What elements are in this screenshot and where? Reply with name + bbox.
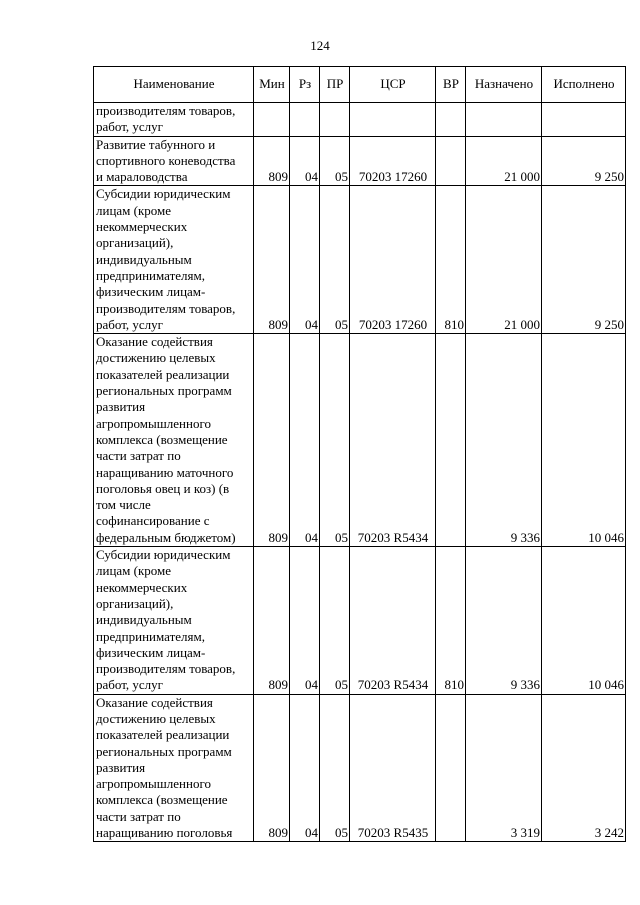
name-line: лицам (кроме xyxy=(96,202,172,218)
name-line: организаций), xyxy=(96,235,174,251)
table-body xyxy=(94,103,626,842)
header-csr: ЦСР xyxy=(350,67,436,103)
cell-vr xyxy=(436,103,466,137)
cell-name xyxy=(94,186,254,334)
name-line: предпринимателям, xyxy=(96,267,205,283)
table-row xyxy=(94,334,626,547)
name-line: и мараловодства xyxy=(96,169,188,185)
name-line: Субсидии юридическим xyxy=(96,186,231,202)
table-row xyxy=(94,547,626,695)
cell-csr: 70203 R5434 xyxy=(350,547,436,695)
cell-rz xyxy=(290,103,320,137)
cell-csr: 70203 R5435 xyxy=(350,694,436,842)
cell-executed: 10 046 xyxy=(542,547,626,695)
cell-rz: 04 xyxy=(290,186,320,334)
header-min: Мин xyxy=(254,67,290,103)
name-line: агропромышленного xyxy=(96,776,211,792)
budget-table xyxy=(93,66,626,842)
cell-vr: 810 xyxy=(436,186,466,334)
cell-name xyxy=(94,334,254,547)
table-row xyxy=(94,694,626,842)
name-line: работ, услуг xyxy=(96,316,164,332)
cell-assigned xyxy=(466,103,542,137)
cell-pr xyxy=(320,103,350,137)
table-header-row xyxy=(94,67,626,103)
cell-assigned: 9 336 xyxy=(466,547,542,695)
cell-vr: 810 xyxy=(436,547,466,695)
name-line: некоммерческих xyxy=(96,219,188,235)
cell-min: 809 xyxy=(254,186,290,334)
table-row xyxy=(94,136,626,186)
cell-csr: 70203 17260 xyxy=(350,136,436,186)
cell-csr: 70203 17260 xyxy=(350,186,436,334)
name-line: софинансирование с xyxy=(96,513,210,529)
name-line: достижению целевых xyxy=(96,710,216,726)
name-line: Субсидии юридическим xyxy=(96,547,231,563)
cell-name xyxy=(94,547,254,695)
cell-assigned: 21 000 xyxy=(466,186,542,334)
table-row xyxy=(94,186,626,334)
header-assigned: Назначено xyxy=(466,67,542,103)
header-executed: Исполнено xyxy=(542,67,626,103)
name-line: комплекса (возмещение xyxy=(96,792,228,808)
cell-vr xyxy=(436,694,466,842)
name-line: части затрат по xyxy=(96,448,181,464)
name-line: развития xyxy=(96,759,146,775)
name-line: некоммерческих xyxy=(96,579,188,595)
cell-pr: 05 xyxy=(320,334,350,547)
cell-min xyxy=(254,103,290,137)
name-line: федеральным бюджетом) xyxy=(96,529,236,545)
name-line: лицам (кроме xyxy=(96,563,172,579)
name-line: работ, услуг xyxy=(96,119,164,135)
cell-pr: 05 xyxy=(320,547,350,695)
name-line: физическим лицам- xyxy=(96,644,206,660)
header-name: Наименование xyxy=(94,67,254,103)
cell-pr: 05 xyxy=(320,694,350,842)
cell-assigned: 9 336 xyxy=(466,334,542,547)
name-line: производителям товаров, xyxy=(96,103,236,118)
cell-pr: 05 xyxy=(320,136,350,186)
cell-assigned: 3 319 xyxy=(466,694,542,842)
name-line: поголовья овец и коз) (в xyxy=(96,480,230,496)
name-line: индивидуальным xyxy=(96,612,192,628)
name-line: индивидуальным xyxy=(96,251,192,267)
cell-assigned: 21 000 xyxy=(466,136,542,186)
cell-name xyxy=(94,103,254,137)
name-line: развития xyxy=(96,399,146,415)
name-line: части затрат по xyxy=(96,808,181,824)
table-row xyxy=(94,103,626,137)
cell-pr: 05 xyxy=(320,186,350,334)
cell-executed: 3 242 xyxy=(542,694,626,842)
name-line: наращиванию маточного xyxy=(96,464,234,480)
cell-min: 809 xyxy=(254,136,290,186)
name-line: показателей реализации xyxy=(96,366,230,382)
cell-csr: 70203 R5434 xyxy=(350,334,436,547)
cell-rz: 04 xyxy=(290,547,320,695)
name-line: организаций), xyxy=(96,595,174,611)
cell-executed: 10 046 xyxy=(542,334,626,547)
cell-vr xyxy=(436,334,466,547)
name-line: наращиванию поголовья xyxy=(96,825,233,841)
name-line: Развитие табунного и xyxy=(96,136,216,152)
name-line: спортивного коневодства xyxy=(96,152,236,168)
name-line: работ, услуг xyxy=(96,677,164,693)
cell-rz: 04 xyxy=(290,694,320,842)
cell-executed: 9 250 xyxy=(542,186,626,334)
name-line: агропромышленного xyxy=(96,415,211,431)
name-line: региональных программ xyxy=(96,383,232,399)
name-line: физическим лицам- xyxy=(96,284,206,300)
header-vr: ВР xyxy=(436,67,466,103)
cell-csr xyxy=(350,103,436,137)
cell-rz: 04 xyxy=(290,334,320,547)
cell-min: 809 xyxy=(254,694,290,842)
header-pr: ПР xyxy=(320,67,350,103)
name-line: производителям товаров, xyxy=(96,661,236,677)
cell-min: 809 xyxy=(254,547,290,695)
name-line: показателей реализации xyxy=(96,727,230,743)
name-line: Оказание содействия xyxy=(96,334,213,350)
name-line: комплекса (возмещение xyxy=(96,431,228,447)
header-rz: Рз xyxy=(290,67,320,103)
name-line: том числе xyxy=(96,497,151,513)
name-line: предпринимателям, xyxy=(96,628,205,644)
cell-vr xyxy=(436,136,466,186)
cell-min: 809 xyxy=(254,334,290,547)
name-line: Оказание содействия xyxy=(96,694,213,710)
cell-rz: 04 xyxy=(290,136,320,186)
name-line: достижению целевых xyxy=(96,350,216,366)
name-line: производителям товаров, xyxy=(96,300,236,316)
page-number: 124 xyxy=(310,38,330,53)
cell-executed xyxy=(542,103,626,137)
cell-name xyxy=(94,694,254,842)
name-line: региональных программ xyxy=(96,743,232,759)
cell-executed: 9 250 xyxy=(542,136,626,186)
cell-name xyxy=(94,136,254,186)
